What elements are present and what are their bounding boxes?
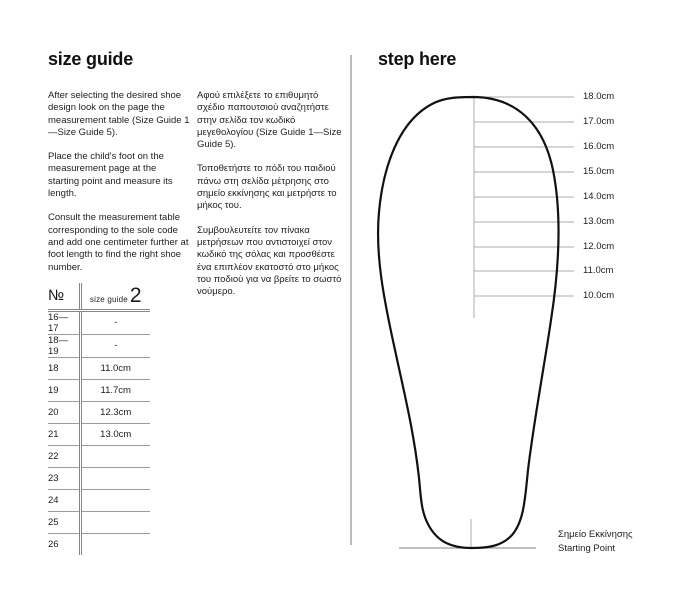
- shoe-number-cell: 18: [48, 357, 80, 379]
- shoe-number-cell: 23: [48, 467, 80, 489]
- length-cell: 11.7cm: [80, 379, 150, 401]
- ruler-label-15cm: 15.0cm: [583, 166, 615, 177]
- ruler-label-12cm: 12.0cm: [583, 241, 615, 252]
- length-cell: 12.3cm: [80, 401, 150, 423]
- ruler-label-17cm: 17.0cm: [583, 116, 615, 127]
- ruler-label-13cm: 13.0cm: [583, 216, 615, 227]
- shoe-number-cell: 16—17: [48, 310, 80, 334]
- ruler-lines: [399, 97, 574, 548]
- column-header-size-guide: size guide2: [80, 283, 150, 310]
- ruler-label-16cm: 16.0cm: [583, 141, 615, 152]
- size-guide-title: size guide: [48, 49, 134, 69]
- ruler-label-10cm: 10.0cm: [583, 290, 615, 301]
- length-cell: -: [80, 310, 150, 334]
- ruler-label-14cm: 14.0cm: [583, 191, 615, 202]
- instruction-el-1: Αφού επιλέξετε το επιθυμητό σχέδιο παπουτσιού αναζητήστε στην σελίδα τον κωδικό μεγεθολογίου (Size Guide 1—Size Guide 5).: [197, 90, 342, 151]
- instruction-el-3: Συμβουλευτείτε τον πίνακα μετρήσεων που αντιστοιχεί στον κωδικό της σόλας και προσθέστε ένα επιπλέον εκατοστό στο μήκος του ποδιού για να βρείτε το σωστό νούμερο.: [197, 224, 342, 298]
- foot-outline: [378, 97, 558, 548]
- length-cell: -: [80, 334, 150, 357]
- length-cell: 11.0cm: [80, 357, 150, 379]
- starting-point-caption: [558, 528, 633, 555]
- instruction-el-2: Τοποθετήστε το πόδι του παιδιού πάνω στη σελίδα μέτρησης στο σημείο εκκίνησης και μετρήστε το μήκος του.: [197, 163, 337, 212]
- column-header-number: №: [48, 283, 80, 310]
- shoe-number-cell: 21: [48, 423, 80, 445]
- shoe-number-cell: 20: [48, 401, 80, 423]
- ruler-label-11cm: 11.0cm: [583, 265, 614, 276]
- shoe-number-cell: 24: [48, 489, 80, 511]
- ruler-label-18cm: 18.0cm: [583, 91, 615, 102]
- shoe-number-cell: 22: [48, 445, 80, 467]
- instruction-en-1: After selecting the desired shoe design look on the page the measurement table (Size Guide 1—Size Guide 5).: [48, 90, 190, 138]
- shoe-number-cell: 25: [48, 511, 80, 533]
- starting-point-greek: Σημείο Εκκίνησης: [558, 529, 633, 540]
- instruction-en-2: Place the child's foot on the measurement page at the starting point and measure its length.: [48, 151, 173, 200]
- length-cell: 13.0cm: [80, 423, 150, 445]
- shoe-number-cell: 19: [48, 379, 80, 401]
- instruction-en-3: Consult the measurement table corresponding to the sole code and add one centimeter further at foot length to find the right shoe number.: [48, 212, 189, 273]
- starting-point-english: Starting Point: [558, 542, 616, 554]
- step-here-title: step here: [378, 49, 457, 69]
- shoe-number-cell: 18—19: [48, 334, 80, 357]
- shoe-number-cell: 26: [48, 538, 59, 550]
